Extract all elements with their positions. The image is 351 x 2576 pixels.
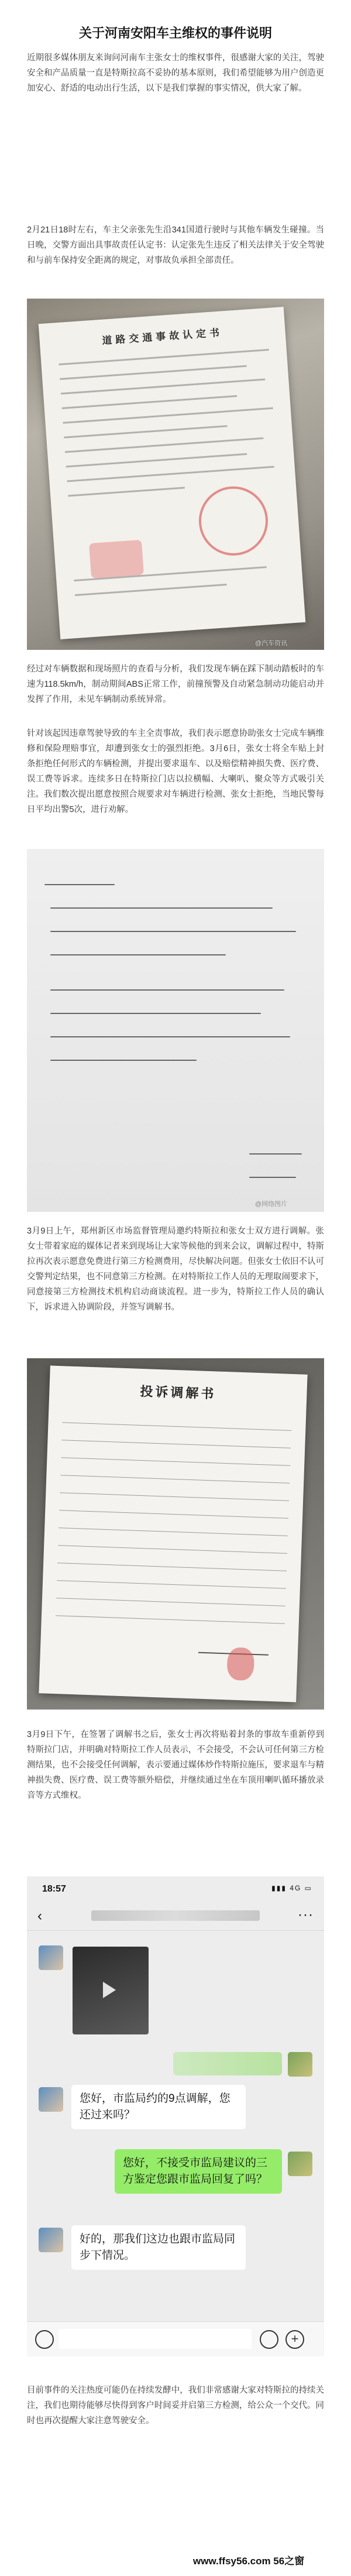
avatar[interactable]: [288, 2052, 312, 2077]
paragraph-intro: 近期很多媒体朋友来询问河南车主张女士的维权事件，很感谢大家的关注，驾驶安全和产品质量一直是特斯拉高不妥协的基本原则，我们希望能够为用户创造更加安心、舒适的电动出行生活，以下是我们掌握的事实情况，供大家了解。: [27, 53, 324, 93]
status-time: 18:57: [42, 1884, 66, 1894]
avatar[interactable]: [39, 2228, 63, 2252]
paragraph-accident: 2月21日18时左右，车主父亲张先生沿341国道行驶时与其他车辆发生碰撞。当日晚，交警方面出具事故责任认定书：认定张先生违反了相关法律关于安全驾驶和与前车保持安全距离的规定，对事故负承担全部责任。: [27, 225, 324, 265]
avatar[interactable]: [39, 1945, 63, 1970]
image-watermark: @汽车资讯: [255, 640, 288, 647]
status-bar: [27, 1876, 324, 1902]
chat-message-outgoing: 您好，不接受市监局建议的三方鉴定您跟市监局回复了吗？: [115, 2149, 282, 2194]
thumbprint-icon: [226, 1647, 254, 1681]
chat-input-bar: [27, 2321, 324, 2356]
complaint-form-photo: [27, 1358, 324, 1710]
complaint-form-title: 投诉调解书: [140, 1383, 216, 1402]
paragraph-refusal: 针对该起因违章驾驶导致的车主全责事故，我们表示愿意协助张女士完成车辆维修和保险理赔事宜，却遭到张女士的强烈拒绝。3月6日，张女士将全车贴上封条拒绝任何形式的车辆检测，并提出要求退车、以及赔偿精神损失费、医疗费、误工费等诉求。连续多日在特斯拉门店以拉横幅、大喇叭、聚众等方式吸引关注。我们数次提出愿意按照合规要求对车辆进行检测、张女士拒绝，当地民警每日平均出警5次，进行劝解。: [27, 729, 324, 814]
chat-message-incoming: 好的，那我们这边也跟市监局同步下情况。: [71, 2225, 246, 2270]
accident-report-heading: 道路交通事故认定书: [101, 327, 223, 347]
site-watermark: www.ffsy56.com 56之窗: [193, 2556, 305, 2567]
accident-report-photo: [27, 299, 324, 650]
avatar[interactable]: [39, 2087, 63, 2112]
complaint-form-sheet: [39, 1365, 307, 1702]
thumbprint-icon: [89, 540, 144, 578]
image-watermark: @网络图片: [255, 1201, 288, 1208]
emoji-icon[interactable]: [260, 2330, 278, 2349]
avatar[interactable]: [288, 2152, 312, 2176]
blurred-message: [173, 2052, 282, 2075]
article-title: 关于河南安阳车主维权的事件说明: [78, 26, 272, 40]
paragraph-after-mediation: 3月9日下午，在签署了调解书之后，张女士再次将贴着封条的事故车重新停到特斯拉门店，并明确对特斯拉工作人员表示，不会接受，不会认可任何第三方检测结果，也不会接受任何调解，表示要通过媒体炒作特斯拉施压，要求退车与精神损失费、医疗费、误工费等额外赔偿，并继续通过坐在车顶用喇叭循环播放录音等方式维权。: [27, 1730, 324, 1800]
official-seal-icon: [197, 484, 270, 558]
plus-icon[interactable]: +: [285, 2330, 304, 2349]
chat-nav-bar: [27, 1902, 324, 1931]
chat-message-incoming: 您好，市监局约的9点调解，您还过来吗？: [71, 2085, 246, 2129]
back-icon[interactable]: ‹: [37, 1908, 42, 1924]
paragraph-closing: 目前事件的关注热度可能仍在持续发酵中，我们非常感谢大家对特斯拉的持续关注，我们也期待能够尽快得到客户时间妥并启第三方检测，给公众一个交代。同时也再次提醒大家注意驾驶安全。: [27, 2386, 324, 2426]
voice-icon[interactable]: [35, 2330, 54, 2349]
chat-contact-name: [91, 1910, 260, 1921]
more-icon[interactable]: ···: [298, 1907, 314, 1923]
handwritten-note-photo: [27, 849, 324, 1212]
paragraph-data-analysis: 经过对车辆数据和现场照片的查看与分析，我们发现车辆在踩下制动踏板时的车速为118.5km/h，制动期间ABS正常工作，前撞预警及自动紧急制动功能启动并发挥了作用，未见车辆制动系统异常。: [27, 664, 324, 704]
paragraph-mediation: 3月9日上午，郑州新区市场监督管理局邀约特斯拉和张女士双方进行调解。张女士带着家庭的媒体记者来到现场让大家等候他的到来会议，调解过程中，特斯拉再次表示愿意免费进行第三方检测费用，尽快解决问题。但张女士依旧不认可交警判定结果，也不同意第三方检测。在对特斯拉工作人员的无理取闹要求下，同意接第三方检测技术机构启动商谈流程。进一步为，特斯拉工作人员的确认下，诉求进入协调阶段，并签写调解书。: [27, 1227, 324, 1312]
signal-battery-icon: ▮▮▮ 4G ▭: [271, 1884, 312, 1892]
accident-report-sheet: [39, 307, 306, 639]
video-message[interactable]: [73, 1947, 149, 2034]
message-input[interactable]: [58, 2329, 252, 2349]
chat-screenshot: [27, 1876, 324, 2356]
